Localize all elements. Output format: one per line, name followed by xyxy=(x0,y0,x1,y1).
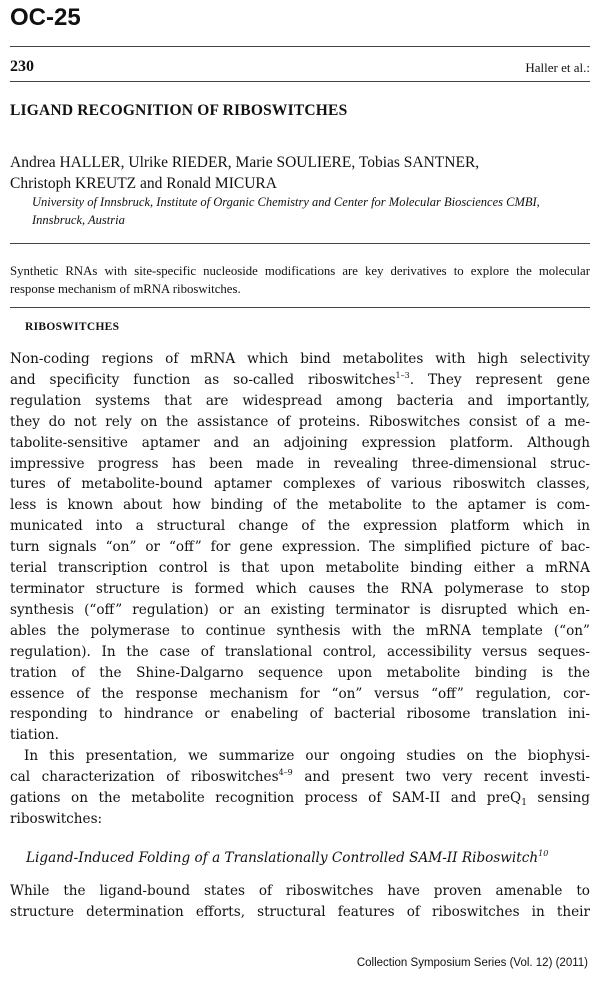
p1-line: impressive progress has been made in revealing three-dimensional struc- xyxy=(10,455,590,472)
p1-line-with-ref: and specificity function as so-called riboswitches$^{1-3}$. They represent gene xyxy=(10,370,590,388)
article-title: LIGAND RECOGNITION OF RIBOSWITCHES xyxy=(10,102,348,119)
affiliation xyxy=(32,193,588,229)
p1-line: they do not rely on the assistance of proteins. Riboswitches consist of a me- xyxy=(10,413,590,430)
author-list xyxy=(10,152,590,194)
p1-line: responding to hindrance or enabeling of bacterial ribosome translation ini- xyxy=(10,706,590,723)
affiliation-line-2: Innsbruck, Austria xyxy=(32,213,125,227)
p2-line: riboswitches: xyxy=(10,810,103,827)
page-number: 230 xyxy=(10,58,34,75)
running-head-rule xyxy=(10,81,590,82)
section-heading: RIBOSWITCHES xyxy=(25,321,120,333)
p1-line: regulation systems that are widespread among bacteria and importantly, xyxy=(10,392,590,409)
abstract-rule xyxy=(10,307,590,308)
running-head: Haller et al.: xyxy=(525,60,590,75)
p1-line: regulation). In the case of translational control, accessibility versus seques- xyxy=(10,643,590,660)
citation-ref: 10 xyxy=(538,849,549,858)
p1-line: Non-coding regions of mRNA which bind metabolites with high selectivity xyxy=(10,351,590,367)
p1-line: essence of the response mechanism for “on” versus “off” regulation, cor- xyxy=(10,685,590,702)
p1-line: tration of the Shine-Dalgarno sequence upon metabolite binding is the xyxy=(10,664,590,681)
abstract-text: Synthetic RNAs with site-specific nucleoside modifications are key derivatives to explore the molecular response mechanism of mRNA riboswitches. xyxy=(10,264,590,296)
author-line-1: Andrea HALLER, Ulrike RIEDER, Marie SOULIERE, Tobias SANTNER, xyxy=(10,154,480,171)
p1-line: terminator structure is formed which causes the RNA polymerase to stop xyxy=(10,580,590,597)
paragraph-3 xyxy=(10,881,590,923)
p1-line: less is known about how binding of the metabolite to the aptamer is com- xyxy=(10,497,590,514)
header-rule xyxy=(10,46,590,47)
author-line-2: Christoph KREUTZ and Ronald MICURA xyxy=(10,175,277,192)
affiliation-line-1: University of Innsbruck, Institute of Organic Chemistry and Center for Molecular Biosciences CMBI, xyxy=(32,195,540,209)
subscript: 1 xyxy=(521,798,527,809)
p2-line-with-ref: cal characterization of riboswitches$^{4-9}$ and present two very recent investi- xyxy=(10,768,590,786)
paragraph-2 xyxy=(10,746,590,830)
p2-line: In this presentation, we summarize our ongoing studies on the biophysi- xyxy=(24,748,590,765)
footer-series: Collection Symposium Series (Vol. 12) (2011) xyxy=(356,957,588,969)
p3-line: While the ligand-bound states of riboswitches have proven amenable to xyxy=(10,883,590,899)
p1-line: turn signals “on” or “off” for gene expression. The simplified picture of bac- xyxy=(10,539,590,556)
p1-line: terial transcription control is that upon metabolite binding either a mRNA xyxy=(10,560,590,577)
p1-line: tures of metabolite-bound aptamer complexes of various riboswitch classes, xyxy=(10,476,590,493)
p1-line: ables the polymerase to continue synthesis with the mRNA template (“on” xyxy=(10,622,590,639)
abstract-code: OC-25 xyxy=(10,4,81,31)
citation-ref: 1–3 xyxy=(395,370,410,380)
affiliation-rule xyxy=(10,243,590,244)
subsection-heading: Ligand-Induced Folding of a Translationally Controlled SAM-II Riboswitch$^{10}$ xyxy=(26,849,549,866)
p1-line: tabolite-sensitive aptamer and an adjoining expression platform. Although xyxy=(10,434,590,451)
citation-ref: 4–9 xyxy=(278,768,293,778)
paragraph-1 xyxy=(10,349,590,746)
p1-line: municated into a structural change of the expression platform which in xyxy=(10,518,590,535)
p3-line: structure determination efforts, structural features of riboswitches in their xyxy=(10,903,590,920)
body-text-continued xyxy=(10,881,590,923)
body-text xyxy=(10,349,590,830)
p2-line-with-subscript: gations on the metabolite recognition process of SAM-II and preQ$_1$ sensing xyxy=(10,790,590,809)
p1-line: tiation. xyxy=(10,727,59,744)
p1-line: synthesis (“off” regulation) or an existing terminator is disrupted which en- xyxy=(10,601,590,618)
